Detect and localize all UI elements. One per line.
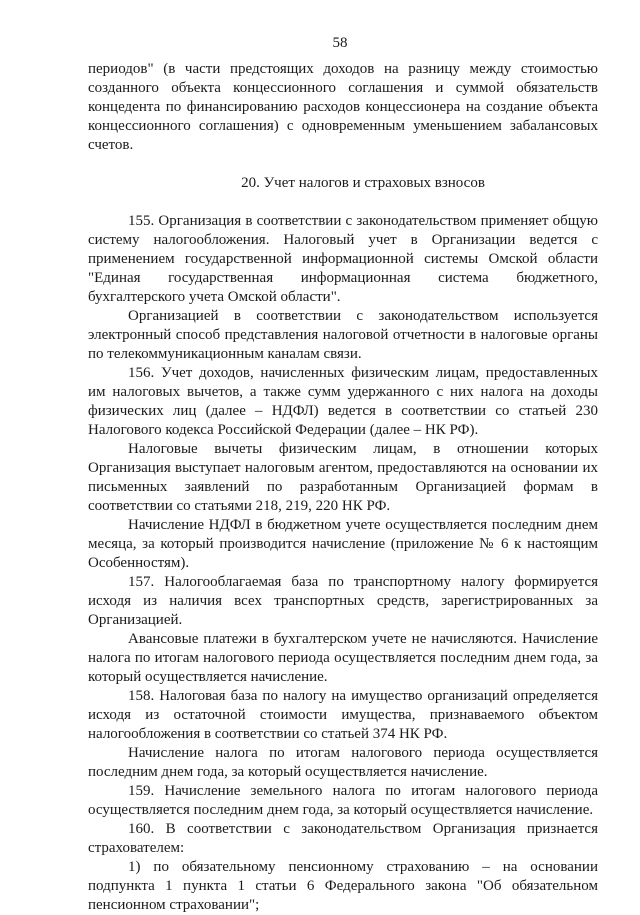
paragraph-157-advance: Авансовые платежи в бухгалтерском учете не начисляются. Начисление налога по итогам налогового периода осуществляется последним днем года, за который осуществляется начисление. <box>88 631 598 685</box>
paragraph-158-accrual: Начисление налога по итогам налогового периода осуществляется последним днем года, за который осуществляется начисление. <box>88 745 598 780</box>
paragraph-157: 157. Налогооблагаемая база по транспортному налогу формируется исходя из наличия всех транспортных средств, зарегистрированных за Организацией. <box>88 574 598 628</box>
paragraph-158: 158. Налоговая база по налогу на имущество организаций определяется исходя из остаточной стоимости имущества, признаваемого объектом налогообложения в соответствии со статьей 374 НК РФ. <box>88 688 598 742</box>
paragraph-160-item-1: 1) по обязательному пенсионному страхованию – на основании подпункта 1 пункта 1 статьи 6 Федерального закона "Об обязательном пенсионном страховании"; <box>88 859 598 913</box>
document-body <box>88 60 598 915</box>
section-heading: 20. Учет налогов и страховых взносов <box>241 175 485 191</box>
paragraph-159: 159. Начисление земельного налога по итогам налогового периода осуществляется последним днем года, за который осуществляется начисление. <box>88 783 598 818</box>
page-number: 58 <box>332 35 348 51</box>
paragraph-155: 155. Организация в соответствии с законодательством применяет общую систему налогообложения. Налоговый учет в Организации ведется с применением государственной информационной системы Омской области "Единая государственная информационная система бюджетного, бухгалтерского учета Омской области". <box>88 213 598 305</box>
paragraph-160: 160. В соответствии с законодательством Организация признается страхователем: <box>88 821 598 856</box>
paragraph-156-deductions: Налоговые вычеты физическим лицам, в отношении которых Организация выступает налоговым агентом, предоставляются на основании их письменных заявлений по разработанным Организацией формам в соответствии со статьями 218, 219, 220 НК РФ. <box>88 441 598 514</box>
paragraph-156: 156. Учет доходов, начисленных физическим лицам, предоставленных им налоговых вычетов, а также сумм удержанного с них налога на доходы физических лиц (далее – НДФЛ) ведется в соответствии со статьей 230 Налогового кодекса Российской Федерации (далее – НК РФ). <box>88 365 598 438</box>
paragraph-156-accrual: Начисление НДФЛ в бюджетном учете осуществляется последним днем месяца, за который производится начисление (приложение № 6 к настоящим Особенностям). <box>88 517 598 571</box>
paragraph-continuation: периодов" (в части предстоящих доходов на разницу между стоимостью созданного объекта концессионного соглашения и суммой обязательств концедента по финансированию расходов концессионера на создание объекта концессионного соглашения) с одновременным уменьшением забалансовых счетов. <box>88 61 598 153</box>
paragraph-155-reporting: Организацией в соответствии с законодательством используется электронный способ представления налоговой отчетности в налоговые органы по телекоммуникационным каналам связи. <box>88 308 598 362</box>
